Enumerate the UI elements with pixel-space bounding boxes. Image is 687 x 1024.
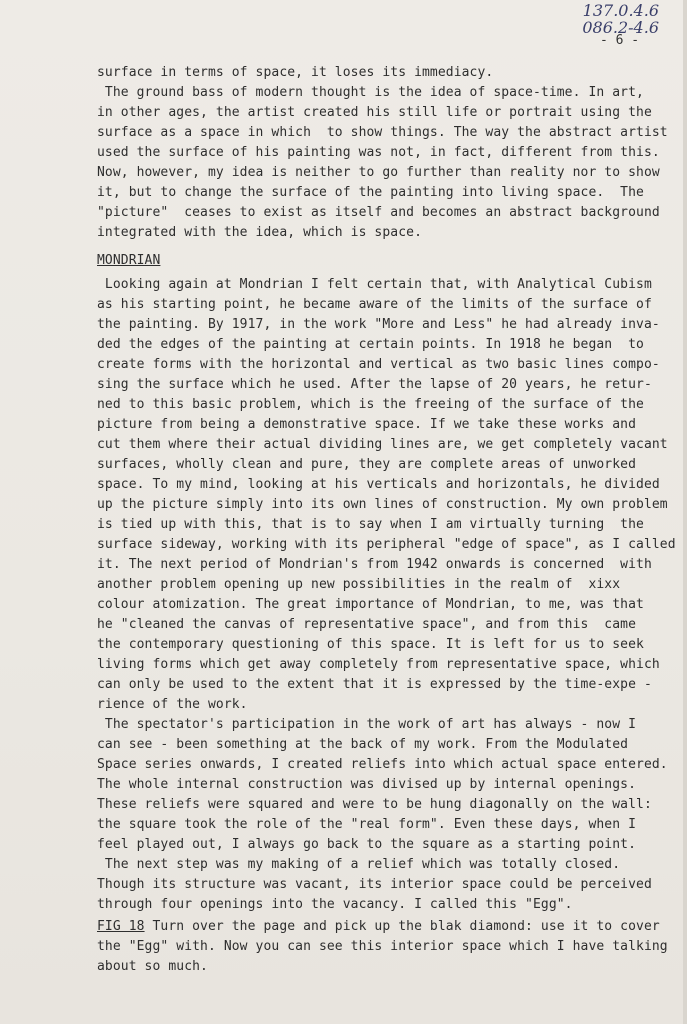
fig-line-first	[97, 917, 687, 937]
fig-label: FIG 18	[97, 919, 145, 934]
paragraph-intro	[97, 63, 687, 83]
text-line: is tied up with this, that is to say when I am virtually turning the	[97, 517, 644, 532]
fig-lines	[97, 937, 687, 977]
text-line: as his starting point, he became aware of the limits of the surface of	[97, 297, 652, 312]
text-line: he "cleaned the canvas of representative space", and from this came	[97, 617, 637, 632]
page-number: - 6 -	[600, 33, 640, 48]
text-line: living forms which get away completely from representative space, which	[97, 657, 660, 672]
text-line: it. The next period of Mondrian's from 1942 onwards is concerned with	[97, 557, 652, 572]
text-line: surfaces, wholly clean and pure, they are complete areas of unworked	[97, 457, 637, 472]
text-line: can see - been something at the back of my work. From the Modulated	[97, 737, 629, 752]
text-line: picture from being a demonstrative space. If we take these works and	[97, 417, 637, 432]
text-line: "picture" ceases to exist as itself and becomes an abstract background	[97, 205, 660, 220]
text-line: used the surface of his painting was not, in fact, different from this.	[97, 145, 660, 160]
document-body	[97, 63, 687, 977]
text-line: can only be used to the extent that it is expressed by the time-expe -	[97, 677, 652, 692]
text-line: sing the surface which he used. After the lapse of 20 years, he retur-	[97, 377, 652, 392]
paragraph-spectator	[97, 715, 687, 915]
annotation-line-1: 137.0.4.6	[582, 1, 659, 20]
text-line: about so much.	[97, 959, 208, 974]
text-line: surface as a space in which to show things. The way the abstract artist	[97, 125, 668, 140]
handwritten-annotation	[582, 2, 659, 36]
paragraph-mondrian	[97, 275, 687, 715]
text-line: the painting. By 1917, in the work "More and Less" he had already inva-	[97, 317, 660, 332]
text-line: Looking again at Mondrian I felt certain that, with Analytical Cubism	[97, 277, 652, 292]
text-line: another problem opening up new possibilities in the realm of xixx	[97, 577, 621, 592]
text-line: surface sideway, working with its peripheral "edge of space", as I called	[97, 537, 676, 552]
text-line: feel played out, I always go back to the square as a starting point.	[97, 837, 637, 852]
text-line: space. To my mind, looking at his verticals and horizontals, he divided	[97, 477, 660, 492]
text-line: Though its structure was vacant, its interior space could be perceived	[97, 877, 652, 892]
text-line: the "Egg" with. Now you can see this interior space which I have talking	[97, 939, 668, 954]
text-line: The spectator's participation in the work of art has always - now I	[97, 717, 637, 732]
text-line: integrated with the idea, which is space.	[97, 225, 422, 240]
text-line: the contemporary questioning of this space. It is left for us to seek	[97, 637, 644, 652]
text-line: Space series onwards, I created reliefs into which actual space entered.	[97, 757, 668, 772]
paragraph-space-time	[97, 83, 687, 243]
text-line: the square took the role of the "real form". Even these days, when I	[97, 817, 637, 832]
text-line: colour atomization. The great importance of Mondrian, to me, was that	[97, 597, 644, 612]
text-line: create forms with the horizontal and vertical as two basic lines compo-	[97, 357, 660, 372]
text-line: The whole internal construction was divised up by internal openings.	[97, 777, 637, 792]
text-line: up the picture simply into its own lines of construction. My own problem	[97, 497, 668, 512]
annotation-line-2: 086.2-4.6	[582, 18, 659, 37]
text-line: ned to this basic problem, which is the freeing of the surface of the	[97, 397, 644, 412]
text-line: The ground bass of modern thought is the idea of space-time. In art,	[97, 85, 644, 100]
text-line: Now, however, my idea is neither to go further than reality nor to show	[97, 165, 660, 180]
text-line: through four openings into the vacancy. I called this "Egg".	[97, 897, 573, 912]
paragraph-fig-18	[97, 917, 687, 977]
text-line: in other ages, the artist created his still life or portrait using the	[97, 105, 652, 120]
text-line: These reliefs were squared and were to be hung diagonally on the wall:	[97, 797, 652, 812]
text-line: it, but to change the surface of the painting into living space. The	[97, 185, 644, 200]
text-line: The next step was my making of a relief which was totally closed.	[97, 857, 621, 872]
section-heading-mondrian: MONDRIAN	[97, 253, 161, 268]
fig-first-text: Turn over the page and pick up the blak diamond: use it to cover	[144, 919, 660, 934]
text-line: ded the edges of the painting at certain points. In 1918 he began to	[97, 337, 644, 352]
text-line: cut them where their actual dividing lines are, we get completely vacant	[97, 437, 668, 452]
text-line: surface in terms of space, it loses its immediacy.	[97, 65, 494, 80]
text-line: rience of the work.	[97, 697, 248, 712]
